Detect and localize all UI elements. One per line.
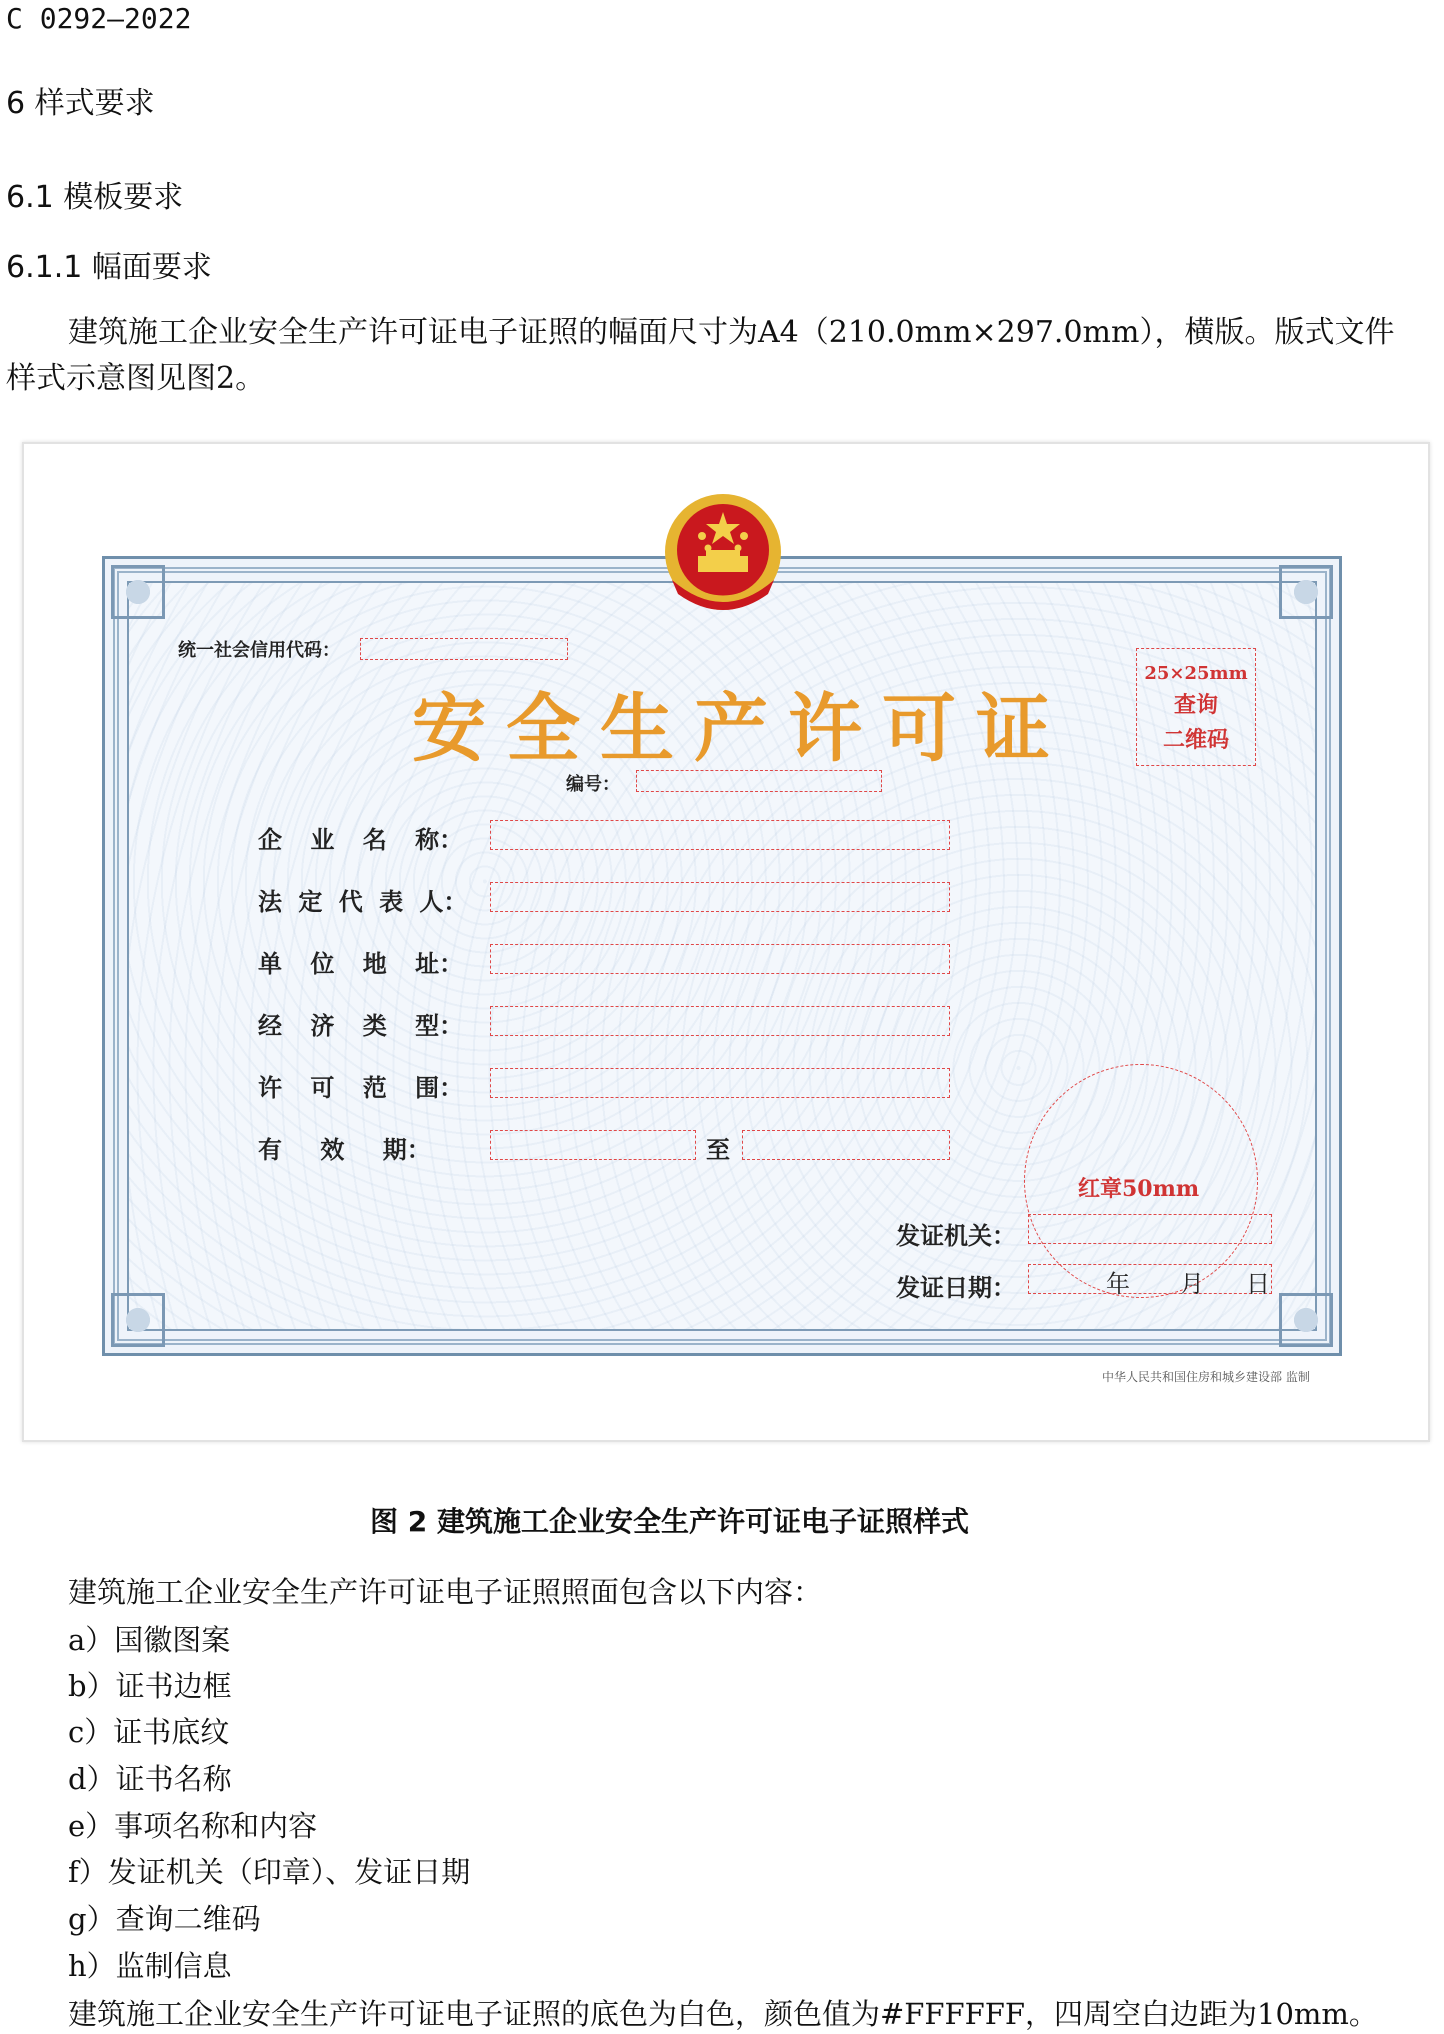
qr-size-label: 25×25mm [1144,663,1248,684]
year-label: 年 [1106,1270,1130,1298]
issue-date-label: 发证日期： [896,1274,1016,1302]
economic-type-label: 经 济 类 型： [258,1012,464,1040]
document-id: C 0292—2022 [6,2,192,35]
corner-ornament-icon [1279,1293,1333,1347]
company-name-field[interactable] [490,820,950,850]
month-label: 月 [1180,1270,1204,1298]
validity-to-label: 至 [706,1136,730,1164]
legal-rep-label: 法 定 代 表 人： [258,888,468,916]
validity-end-field[interactable] [742,1130,950,1160]
certificate-title: 安全生产许可证 [412,686,1070,772]
company-name-label: 企 业 名 称： [258,826,464,854]
qr-line2: 二维码 [1162,727,1229,753]
corner-ornament-icon [1279,565,1333,619]
validity-start-field[interactable] [490,1130,696,1160]
economic-type-field[interactable] [490,1006,950,1036]
list-item: c）证书底纹 [68,1715,230,1749]
list-item: d）证书名称 [68,1762,232,1796]
address-label: 单 位 地 址： [258,950,464,978]
list-item: h）监制信息 [68,1949,232,1983]
list-item: g）查询二维码 [68,1902,261,1936]
corner-ornament-icon [111,1293,165,1347]
permit-scope-label: 许 可 范 围： [258,1074,464,1102]
supervision-info: 中华人民共和国住房和城乡建设部 监制 [1102,1370,1310,1384]
address-field[interactable] [490,944,950,974]
number-field[interactable] [636,770,882,792]
list-item: b）证书边框 [68,1669,232,1703]
national-emblem-icon [656,490,790,624]
issue-date-field[interactable] [1028,1264,1272,1294]
sub-subsection-heading: 6.1.1 幅面要求 [6,250,212,285]
qr-code-placeholder [1136,648,1256,766]
credit-code-field[interactable] [360,638,568,660]
list-item: e）事项名称和内容 [68,1809,318,1843]
list-item: f）发证机关（印章）、发证日期 [68,1855,471,1889]
background-color-paragraph: 建筑施工企业安全生产许可证电子证照的底色为白色，颜色值为#FFFFFF，四周空白边距为10mm。 [68,1997,1378,2031]
permit-scope-field[interactable] [490,1068,950,1098]
day-label: 日 [1246,1270,1270,1298]
section-heading: 6 样式要求 [6,86,155,121]
issuer-label: 发证机关： [896,1222,1016,1250]
credit-code-label: 统一社会信用代码： [178,640,340,661]
size-paragraph: 建筑施工企业安全生产许可证电子证照的幅面尺寸为A4（210.0mm×297.0mm），横版。版式文件样式示意图见图2。 [6,315,1395,396]
legal-rep-field[interactable] [490,882,950,912]
validity-label: 有 效 期： [258,1136,431,1164]
corner-ornament-icon [111,565,165,619]
seal-label: 红章50mm [1078,1176,1200,1202]
issuer-field[interactable] [1028,1214,1272,1244]
figure-caption: 图 2 建筑施工企业安全生产许可证电子证照样式 [370,1505,969,1538]
content-intro: 建筑施工企业安全生产许可证电子证照照面包含以下内容： [68,1575,823,1609]
list-item: a）国徽图案 [68,1623,231,1657]
subsection-heading: 6.1 模板要求 [6,180,184,215]
number-label: 编号： [566,774,620,795]
qr-line1: 查询 [1173,692,1218,718]
